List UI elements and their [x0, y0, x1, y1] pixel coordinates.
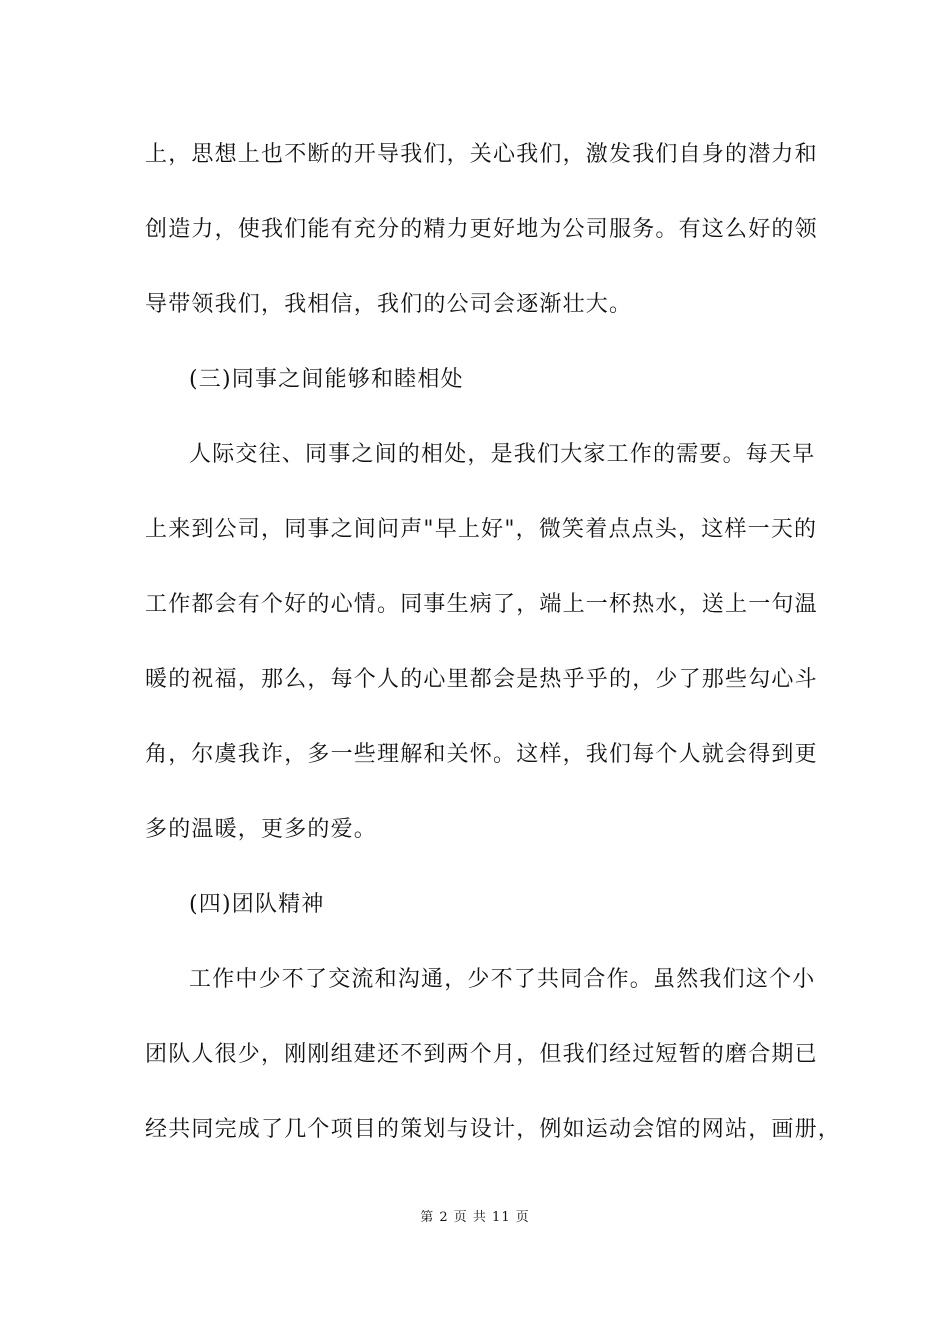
paragraph-line: 人际交往、同事之间的相处，是我们大家工作的需要。每天早	[189, 442, 816, 467]
paragraph-line: 上，思想上也不断的开导我们，关心我们，激发我们自身的潜力和	[145, 142, 818, 167]
section-heading: (四)团队精神	[189, 892, 325, 917]
paragraph-line: 暖的祝福，那么，每个人的心里都会是热乎乎的，少了那些勾心斗	[145, 667, 818, 692]
page-number: 第 2 页 共 11 页	[420, 1210, 530, 1225]
paragraph-line: 导带领我们，我相信，我们的公司会逐渐壮大。	[145, 292, 633, 317]
paragraph-line: 工作中少不了交流和沟通，少不了共同合作。虽然我们这个小	[189, 967, 816, 992]
page-footer	[0, 1206, 950, 1225]
document-body	[145, 130, 842, 1180]
paragraph-line: 创造力，使我们能有充分的精力更好地为公司服务。有这么好的领	[145, 217, 818, 242]
paragraph-line: 团队人很少，刚刚组建还不到两个月，但我们经过短暂的磨合期已	[145, 1042, 818, 1067]
paragraph-line: 经共同完成了几个项目的策划与设计，例如运动会馆的网站，画册，	[145, 1117, 842, 1142]
paragraph-line: 多的温暖，更多的爱。	[145, 817, 378, 842]
paragraph-line: 角，尔虞我诈，多一些理解和关怀。这样，我们每个人就会得到更	[145, 742, 818, 767]
section-heading: (三)同事之间能够和睦相处	[189, 367, 464, 392]
paragraph-line: 上来到公司，同事之间问声"早上好"，微笑着点点头，这样一天的	[145, 517, 818, 542]
paragraph-line: 工作都会有个好的心情。同事生病了，端上一杯热水，送上一句温	[145, 592, 818, 617]
